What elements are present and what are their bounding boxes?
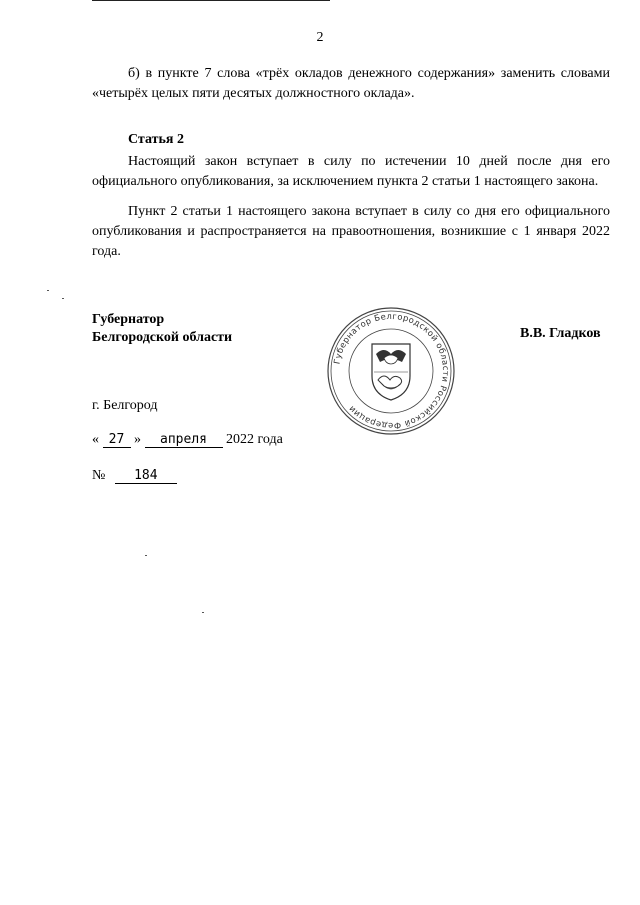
official-seal bbox=[326, 306, 456, 436]
coat-of-arms-icon bbox=[372, 344, 410, 400]
svg-text:Губернатор Белгородской област: Губернатор Белгородской области Российской Федерации bbox=[331, 310, 452, 432]
date-open-quote: « bbox=[92, 432, 99, 447]
scan-speck bbox=[145, 555, 147, 556]
date-close-quote: » bbox=[134, 432, 141, 447]
signatory-name: В.В. Гладков bbox=[520, 326, 601, 341]
clause-b-text: б) в пункте 7 слова «трёх окладов денежного содержания» заменить словами «четырёх целых пяти десятых должностного оклада». bbox=[92, 66, 610, 101]
signatory-title-line-2: Белгородской области bbox=[92, 330, 233, 345]
scan-speck bbox=[47, 290, 49, 291]
law-number bbox=[92, 468, 177, 484]
scan-speck bbox=[62, 298, 64, 299]
number-value: 184 bbox=[115, 469, 177, 484]
scan-speck bbox=[202, 612, 204, 613]
page-number: 2 bbox=[316, 30, 324, 45]
number-label: № bbox=[92, 468, 106, 483]
place-of-signing: г. Белгород bbox=[92, 398, 158, 413]
signatory-title-line-1: Губернатор bbox=[92, 312, 165, 327]
article-paragraph-1: Настоящий закон вступает в силу по истечении 10 дней после дня его официального опубликования, за исключением пункта 2 статьи 1 настоящего закона. bbox=[92, 154, 610, 189]
top-rule bbox=[92, 0, 330, 1]
date-day: 27 bbox=[103, 433, 131, 448]
article-paragraph-2: Пункт 2 статьи 1 настоящего закона вступает в силу со дня его официального опубликования и распространяется на правоотношения, возникшие с 1 января 2022 года. bbox=[92, 204, 610, 259]
signing-date bbox=[92, 432, 283, 448]
article-heading: Статья 2 bbox=[128, 132, 184, 147]
date-year: 2022 года bbox=[226, 432, 283, 447]
date-month: апреля bbox=[145, 433, 223, 448]
